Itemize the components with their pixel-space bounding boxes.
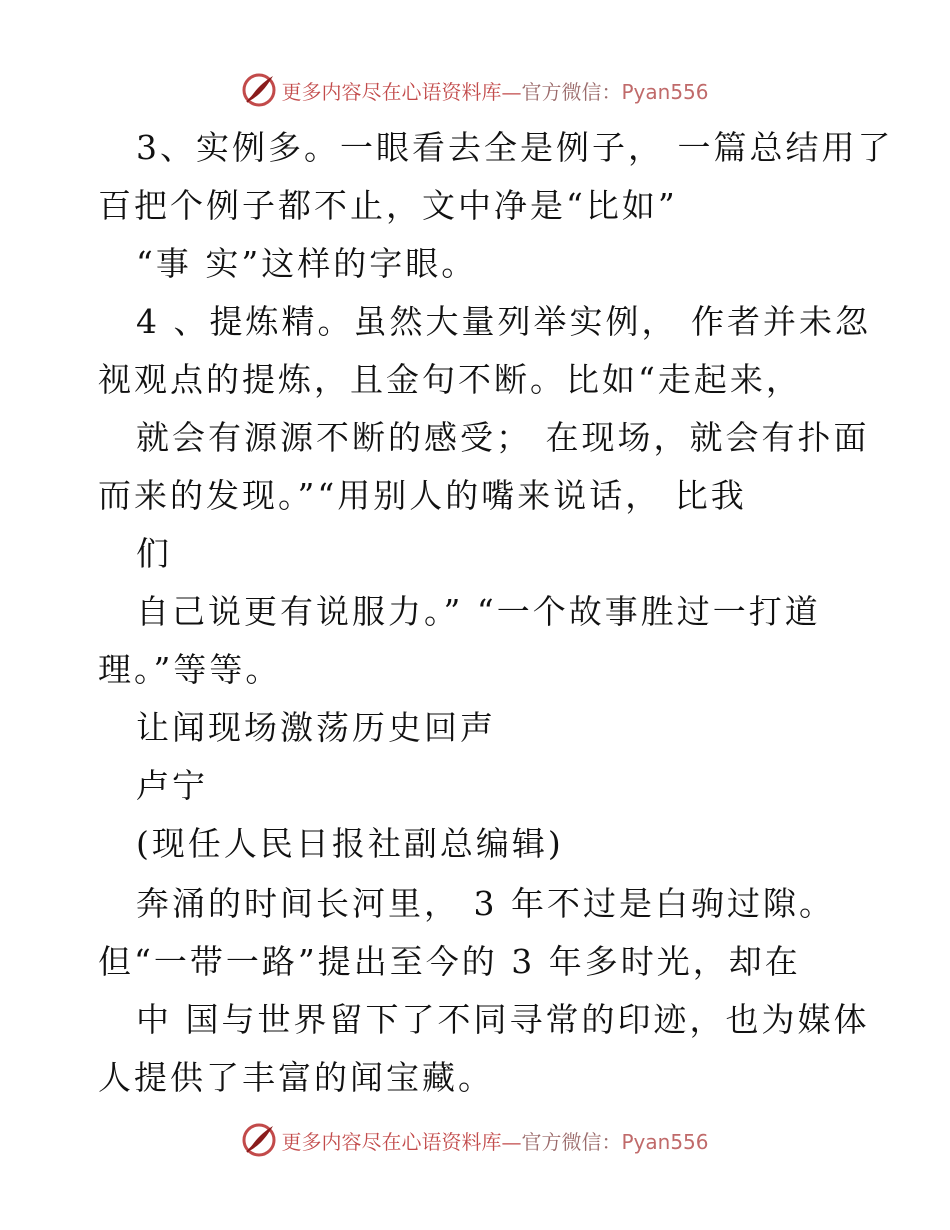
text-line: 4 、提炼精。虽然大量列举实例， 作者并未忽	[136, 302, 871, 341]
text-line: 人提供了丰富的闻宝藏。	[98, 1058, 494, 1097]
banner-wechat-label: 官方微信：	[521, 1129, 622, 1154]
banner-dash: —	[501, 79, 522, 104]
author-name: 卢宁	[136, 766, 208, 805]
text-line: 中 国与世界留下了不同寻常的印迹，也为媒体	[136, 1000, 870, 1039]
text-line: 但“一带一路”提出至今的 3 年多时光，却在	[98, 942, 801, 981]
feather-logo-icon	[241, 72, 277, 108]
text-line: 就会有源源不断的感受； 在现场，就会有扑面	[136, 418, 870, 457]
feather-logo-icon	[241, 1122, 277, 1158]
banner-wechat-label: 官方微信：	[521, 79, 622, 104]
banner-main-text: 更多内容尽在心语资料库	[281, 79, 502, 104]
text-line: 自己说更有说服力。” “一个故事胜过一打道	[136, 592, 821, 631]
banner-text	[281, 1126, 708, 1155]
text-line: 而来的发现。”“用别人的嘴来说话， 比我	[98, 476, 747, 515]
header-banner	[0, 70, 950, 110]
author-title: (现任人民日报社副总编辑)	[136, 824, 564, 863]
banner-text	[281, 76, 708, 105]
text-line: 视观点的提炼，且金句不断。比如“走起来，	[98, 360, 802, 399]
footer-banner	[0, 1120, 950, 1160]
text-line: 奔涌的时间长河里， 3 年不过是白驹过隙。	[136, 884, 835, 923]
banner-main-text: 更多内容尽在心语资料库	[281, 1129, 502, 1154]
banner-wechat-id: Pyan556	[621, 1129, 709, 1154]
banner-wechat-id: Pyan556	[621, 79, 709, 104]
section-title: 让闻现场激荡历史回声	[136, 708, 496, 747]
banner-dash: —	[501, 1129, 522, 1154]
text-line: 百把个例子都不止，文中净是“比如”	[98, 186, 678, 225]
text-line: 们	[136, 534, 172, 573]
text-line: 理。”等等。	[98, 650, 282, 689]
text-line: 3、实例多。一眼看去全是例子， 一篇总结用了	[136, 128, 894, 167]
text-line: “事 实”这样的字眼。	[136, 244, 478, 283]
